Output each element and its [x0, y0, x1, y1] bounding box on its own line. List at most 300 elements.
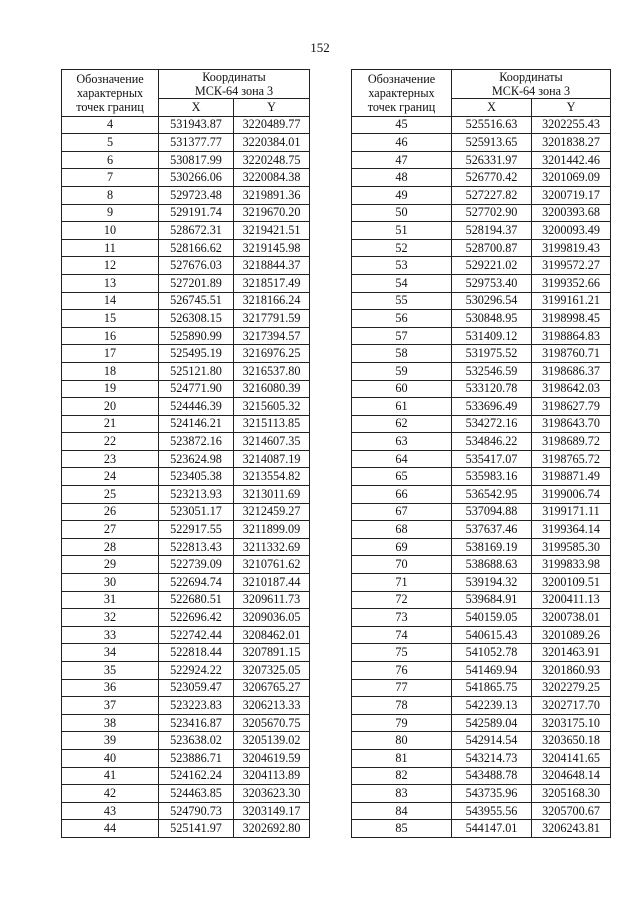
point-number-cell: 75 [352, 644, 452, 662]
y-coordinate-cell: 3206243.81 [532, 820, 611, 838]
table-row [352, 186, 611, 204]
y-coordinate-cell: 3202692.80 [234, 820, 310, 838]
x-coordinate-cell: 522680.51 [159, 591, 234, 609]
y-coordinate-cell: 3207891.15 [234, 644, 310, 662]
x-coordinate-cell: 527676.03 [159, 257, 234, 275]
x-coordinate-cell: 542914.54 [452, 732, 532, 750]
y-coordinate-cell: 3206765.27 [234, 679, 310, 697]
point-number-cell: 8 [62, 186, 159, 204]
table-row [62, 521, 310, 539]
x-coordinate-cell: 538169.19 [452, 538, 532, 556]
y-coordinate-cell: 3212459.27 [234, 503, 310, 521]
table-row [62, 415, 310, 433]
y-coordinate-cell: 3218166.24 [234, 292, 310, 310]
point-number-cell: 36 [62, 679, 159, 697]
right-table-body [352, 116, 611, 837]
table-row [352, 644, 611, 662]
x-header: X [452, 99, 532, 117]
x-coordinate-cell: 523416.87 [159, 714, 234, 732]
point-number-cell: 51 [352, 222, 452, 240]
point-number-cell: 48 [352, 169, 452, 187]
point-number-cell: 55 [352, 292, 452, 310]
x-coordinate-cell: 525516.63 [452, 116, 532, 134]
point-number-cell: 50 [352, 204, 452, 222]
table-row [62, 450, 310, 468]
y-coordinate-cell: 3205168.30 [532, 785, 611, 803]
point-number-cell: 14 [62, 292, 159, 310]
y-coordinate-cell: 3203175.10 [532, 714, 611, 732]
x-coordinate-cell: 537637.46 [452, 521, 532, 539]
point-number-cell: 7 [62, 169, 159, 187]
page-number: 152 [310, 40, 330, 55]
point-number-cell: 84 [352, 802, 452, 820]
table-row [352, 327, 611, 345]
table-row [62, 486, 310, 504]
y-coordinate-cell: 3208462.01 [234, 626, 310, 644]
coords-header-line2: МСК-64 зона 3 [194, 84, 274, 98]
point-number-cell: 72 [352, 591, 452, 609]
table-row [62, 222, 310, 240]
point-label-header [62, 70, 159, 117]
table-row [352, 626, 611, 644]
coords-header-line2: МСК-64 зона 3 [491, 84, 571, 98]
table-row [352, 310, 611, 328]
table-row [352, 468, 611, 486]
point-number-cell: 54 [352, 274, 452, 292]
point-number-cell: 10 [62, 222, 159, 240]
point-number-cell: 74 [352, 626, 452, 644]
x-coordinate-cell: 523624.98 [159, 450, 234, 468]
point-number-cell: 13 [62, 274, 159, 292]
table-row [352, 574, 611, 592]
x-coordinate-cell: 525141.97 [159, 820, 234, 838]
y-coordinate-cell: 3200719.17 [532, 186, 611, 204]
header-label-line1: Обозначение [76, 71, 144, 86]
y-coordinate-cell: 3215605.32 [234, 398, 310, 416]
point-number-cell: 73 [352, 609, 452, 627]
x-coordinate-cell: 522924.22 [159, 662, 234, 680]
point-number-cell: 16 [62, 327, 159, 345]
table-row [352, 415, 611, 433]
point-number-cell: 34 [62, 644, 159, 662]
y-coordinate-cell: 3204648.14 [532, 767, 611, 785]
y-coordinate-cell: 3204113.89 [234, 767, 310, 785]
y-coordinate-cell: 3202717.70 [532, 697, 611, 715]
x-coordinate-cell: 524790.73 [159, 802, 234, 820]
y-coordinate-cell: 3214607.35 [234, 433, 310, 451]
x-coordinate-cell: 539194.32 [452, 574, 532, 592]
x-coordinate-cell: 527201.89 [159, 274, 234, 292]
table-row [352, 732, 611, 750]
coordinates-table-left [61, 69, 310, 838]
y-coordinate-cell: 3203623.30 [234, 785, 310, 803]
x-coordinate-cell: 544147.01 [452, 820, 532, 838]
x-coordinate-cell: 525495.19 [159, 345, 234, 363]
y-coordinate-cell: 3211899.09 [234, 521, 310, 539]
y-coordinate-cell: 3213554.82 [234, 468, 310, 486]
x-coordinate-cell: 522813.43 [159, 538, 234, 556]
point-number-cell: 5 [62, 134, 159, 152]
x-coordinate-cell: 523638.02 [159, 732, 234, 750]
point-number-cell: 56 [352, 310, 452, 328]
table-row [352, 362, 611, 380]
y-coordinate-cell: 3220248.75 [234, 151, 310, 169]
table-row [352, 767, 611, 785]
point-number-cell: 77 [352, 679, 452, 697]
point-number-cell: 52 [352, 239, 452, 257]
point-number-cell: 65 [352, 468, 452, 486]
table-row [352, 257, 611, 275]
x-coordinate-cell: 522742.44 [159, 626, 234, 644]
table-row [352, 239, 611, 257]
y-coordinate-cell: 3206213.33 [234, 697, 310, 715]
x-coordinate-cell: 522917.55 [159, 521, 234, 539]
y-coordinate-cell: 3198998.45 [532, 310, 611, 328]
x-coordinate-cell: 528672.31 [159, 222, 234, 240]
table-row [352, 380, 611, 398]
y-coordinate-cell: 3200093.49 [532, 222, 611, 240]
x-coordinate-cell: 537094.88 [452, 503, 532, 521]
x-coordinate-cell: 542589.04 [452, 714, 532, 732]
y-coordinate-cell: 3220084.38 [234, 169, 310, 187]
table-row [62, 591, 310, 609]
point-number-cell: 44 [62, 820, 159, 838]
point-number-cell: 64 [352, 450, 452, 468]
y-coordinate-cell: 3219670.20 [234, 204, 310, 222]
x-coordinate-cell: 535417.07 [452, 450, 532, 468]
y-coordinate-cell: 3203149.17 [234, 802, 310, 820]
y-coordinate-cell: 3219891.36 [234, 186, 310, 204]
point-number-cell: 71 [352, 574, 452, 592]
y-coordinate-cell: 3198642.03 [532, 380, 611, 398]
point-number-cell: 70 [352, 556, 452, 574]
x-coordinate-cell: 526745.51 [159, 292, 234, 310]
y-coordinate-cell: 3199585.30 [532, 538, 611, 556]
x-coordinate-cell: 530817.99 [159, 151, 234, 169]
x-coordinate-cell: 529723.48 [159, 186, 234, 204]
y-coordinate-cell: 3219421.51 [234, 222, 310, 240]
x-coordinate-cell: 531975.52 [452, 345, 532, 363]
y-coordinate-cell: 3199171.11 [532, 503, 611, 521]
y-coordinate-cell: 3205139.02 [234, 732, 310, 750]
y-coordinate-cell: 3198643.70 [532, 415, 611, 433]
x-coordinate-cell: 533120.78 [452, 380, 532, 398]
table-row [352, 802, 611, 820]
y-coordinate-cell: 3198871.49 [532, 468, 611, 486]
y-coordinate-cell: 3216976.25 [234, 345, 310, 363]
x-coordinate-cell: 531409.12 [452, 327, 532, 345]
y-coordinate-cell: 3200109.51 [532, 574, 611, 592]
point-number-cell: 40 [62, 749, 159, 767]
table-row [352, 292, 611, 310]
table-row [62, 292, 310, 310]
table-row [62, 151, 310, 169]
y-coordinate-cell: 3219145.98 [234, 239, 310, 257]
point-number-cell: 30 [62, 574, 159, 592]
y-coordinate-cell: 3199819.43 [532, 239, 611, 257]
y-coordinate-cell: 3201838.27 [532, 134, 611, 152]
y-coordinate-cell: 3211332.69 [234, 538, 310, 556]
y-coordinate-cell: 3205670.75 [234, 714, 310, 732]
x-coordinate-cell: 523051.17 [159, 503, 234, 521]
point-number-cell: 81 [352, 749, 452, 767]
y-coordinate-cell: 3199364.14 [532, 521, 611, 539]
x-coordinate-cell: 532546.59 [452, 362, 532, 380]
table-row [62, 767, 310, 785]
x-coordinate-cell: 535983.16 [452, 468, 532, 486]
x-coordinate-cell: 525890.99 [159, 327, 234, 345]
point-number-cell: 63 [352, 433, 452, 451]
table-row [352, 714, 611, 732]
y-coordinate-cell: 3201069.09 [532, 169, 611, 187]
point-number-cell: 9 [62, 204, 159, 222]
table-row [62, 732, 310, 750]
x-coordinate-cell: 527702.90 [452, 204, 532, 222]
x-coordinate-cell: 529191.74 [159, 204, 234, 222]
y-coordinate-cell: 3214087.19 [234, 450, 310, 468]
y-header: Y [532, 99, 611, 117]
table-row [352, 697, 611, 715]
x-coordinate-cell: 531377.77 [159, 134, 234, 152]
y-coordinate-cell: 3198765.72 [532, 450, 611, 468]
point-number-cell: 37 [62, 697, 159, 715]
y-coordinate-cell: 3201089.26 [532, 626, 611, 644]
point-number-cell: 26 [62, 503, 159, 521]
y-coordinate-cell: 3217791.59 [234, 310, 310, 328]
point-number-cell: 46 [352, 134, 452, 152]
y-coordinate-cell: 3198689.72 [532, 433, 611, 451]
point-number-cell: 67 [352, 503, 452, 521]
table-row [62, 257, 310, 275]
point-number-cell: 80 [352, 732, 452, 750]
y-coordinate-cell: 3220384.01 [234, 134, 310, 152]
y-coordinate-cell: 3199833.98 [532, 556, 611, 574]
x-coordinate-cell: 527227.82 [452, 186, 532, 204]
table-row [352, 785, 611, 803]
table-row [352, 591, 611, 609]
table-row [62, 186, 310, 204]
table-row [62, 239, 310, 257]
x-coordinate-cell: 538688.63 [452, 556, 532, 574]
y-coordinate-cell: 3198686.37 [532, 362, 611, 380]
point-number-cell: 25 [62, 486, 159, 504]
y-coordinate-cell: 3216080.39 [234, 380, 310, 398]
point-number-cell: 35 [62, 662, 159, 680]
point-number-cell: 21 [62, 415, 159, 433]
x-coordinate-cell: 525913.65 [452, 134, 532, 152]
x-coordinate-cell: 523223.83 [159, 697, 234, 715]
table-row [352, 433, 611, 451]
x-coordinate-cell: 526331.97 [452, 151, 532, 169]
header-label-line3: точек границ [76, 99, 144, 114]
point-number-cell: 85 [352, 820, 452, 838]
x-coordinate-cell: 526308.15 [159, 310, 234, 328]
x-coordinate-cell: 523059.47 [159, 679, 234, 697]
y-coordinate-cell: 3199352.66 [532, 274, 611, 292]
point-number-cell: 47 [352, 151, 452, 169]
x-coordinate-cell: 524771.90 [159, 380, 234, 398]
table-row [352, 503, 611, 521]
coords-header-line1: Координаты [202, 70, 266, 84]
x-coordinate-cell: 523405.38 [159, 468, 234, 486]
table-row [352, 538, 611, 556]
x-header: X [159, 99, 234, 117]
coords-header-line1: Координаты [499, 70, 563, 84]
table-row [352, 345, 611, 363]
x-coordinate-cell: 528700.87 [452, 239, 532, 257]
point-number-cell: 43 [62, 802, 159, 820]
table-row [62, 310, 310, 328]
table-row [62, 433, 310, 451]
x-coordinate-cell: 541469.94 [452, 662, 532, 680]
y-coordinate-cell: 3198627.79 [532, 398, 611, 416]
point-number-cell: 83 [352, 785, 452, 803]
point-number-cell: 39 [62, 732, 159, 750]
table-row [62, 503, 310, 521]
point-number-cell: 15 [62, 310, 159, 328]
x-coordinate-cell: 530848.95 [452, 310, 532, 328]
y-coordinate-cell: 3218844.37 [234, 257, 310, 275]
y-coordinate-cell: 3210761.62 [234, 556, 310, 574]
y-coordinate-cell: 3200738.01 [532, 609, 611, 627]
table-row [62, 574, 310, 592]
y-coordinate-cell: 3202255.43 [532, 116, 611, 134]
x-coordinate-cell: 543735.96 [452, 785, 532, 803]
x-coordinate-cell: 536542.95 [452, 486, 532, 504]
x-coordinate-cell: 524162.24 [159, 767, 234, 785]
x-coordinate-cell: 543488.78 [452, 767, 532, 785]
point-number-cell: 79 [352, 714, 452, 732]
coordinates-header [452, 70, 611, 99]
table-row [352, 274, 611, 292]
y-coordinate-cell: 3209036.05 [234, 609, 310, 627]
table-row [352, 820, 611, 838]
point-number-cell: 62 [352, 415, 452, 433]
table-row [352, 749, 611, 767]
table-row [62, 538, 310, 556]
point-number-cell: 12 [62, 257, 159, 275]
y-coordinate-cell: 3198864.83 [532, 327, 611, 345]
table-row [62, 134, 310, 152]
x-coordinate-cell: 523872.16 [159, 433, 234, 451]
y-coordinate-cell: 3201463.91 [532, 644, 611, 662]
x-coordinate-cell: 533696.49 [452, 398, 532, 416]
table-row [62, 380, 310, 398]
point-number-cell: 82 [352, 767, 452, 785]
x-coordinate-cell: 539684.91 [452, 591, 532, 609]
y-coordinate-cell: 3201860.93 [532, 662, 611, 680]
y-coordinate-cell: 3200411.13 [532, 591, 611, 609]
point-number-cell: 23 [62, 450, 159, 468]
x-coordinate-cell: 522694.74 [159, 574, 234, 592]
x-coordinate-cell: 541865.75 [452, 679, 532, 697]
x-coordinate-cell: 524446.39 [159, 398, 234, 416]
table-row [62, 785, 310, 803]
y-coordinate-cell: 3220489.77 [234, 116, 310, 134]
point-number-cell: 6 [62, 151, 159, 169]
point-number-cell: 49 [352, 186, 452, 204]
x-coordinate-cell: 542239.13 [452, 697, 532, 715]
table-row [62, 345, 310, 363]
table-row [62, 662, 310, 680]
x-coordinate-cell: 528194.37 [452, 222, 532, 240]
y-coordinate-cell: 3215113.85 [234, 415, 310, 433]
table-row [62, 644, 310, 662]
y-coordinate-cell: 3216537.80 [234, 362, 310, 380]
point-number-cell: 61 [352, 398, 452, 416]
table-row [62, 556, 310, 574]
point-number-cell: 33 [62, 626, 159, 644]
point-number-cell: 28 [62, 538, 159, 556]
point-number-cell: 68 [352, 521, 452, 539]
x-coordinate-cell: 530296.54 [452, 292, 532, 310]
x-coordinate-cell: 526770.42 [452, 169, 532, 187]
x-coordinate-cell: 522696.42 [159, 609, 234, 627]
point-number-cell: 17 [62, 345, 159, 363]
point-number-cell: 57 [352, 327, 452, 345]
x-coordinate-cell: 522739.09 [159, 556, 234, 574]
y-coordinate-cell: 3201442.46 [532, 151, 611, 169]
point-number-cell: 38 [62, 714, 159, 732]
table-row [352, 486, 611, 504]
x-coordinate-cell: 529221.02 [452, 257, 532, 275]
point-label-header [352, 70, 452, 117]
y-coordinate-cell: 3199572.27 [532, 257, 611, 275]
point-number-cell: 42 [62, 785, 159, 803]
coordinates-table-right [351, 69, 611, 838]
point-number-cell: 29 [62, 556, 159, 574]
table-row [62, 626, 310, 644]
x-coordinate-cell: 540159.05 [452, 609, 532, 627]
y-coordinate-cell: 3217394.57 [234, 327, 310, 345]
left-table-body [62, 116, 310, 837]
point-number-cell: 24 [62, 468, 159, 486]
table-row [352, 450, 611, 468]
x-coordinate-cell: 525121.80 [159, 362, 234, 380]
table-row [352, 556, 611, 574]
table-row [352, 134, 611, 152]
x-coordinate-cell: 530266.06 [159, 169, 234, 187]
table-row [62, 714, 310, 732]
point-number-cell: 45 [352, 116, 452, 134]
point-number-cell: 66 [352, 486, 452, 504]
table-row [62, 327, 310, 345]
table-row [62, 697, 310, 715]
y-coordinate-cell: 3199161.21 [532, 292, 611, 310]
x-coordinate-cell: 522818.44 [159, 644, 234, 662]
y-coordinate-cell: 3213011.69 [234, 486, 310, 504]
header-label-line3: точек границ [367, 99, 436, 114]
point-number-cell: 19 [62, 380, 159, 398]
point-number-cell: 41 [62, 767, 159, 785]
point-number-cell: 69 [352, 538, 452, 556]
y-coordinate-cell: 3218517.49 [234, 274, 310, 292]
point-number-cell: 78 [352, 697, 452, 715]
y-coordinate-cell: 3203650.18 [532, 732, 611, 750]
y-header: Y [234, 99, 310, 117]
table-row [62, 169, 310, 187]
point-number-cell: 58 [352, 345, 452, 363]
point-number-cell: 59 [352, 362, 452, 380]
table-row [62, 398, 310, 416]
table-row [352, 521, 611, 539]
table-row [62, 116, 310, 134]
point-number-cell: 20 [62, 398, 159, 416]
table-row [62, 362, 310, 380]
point-number-cell: 22 [62, 433, 159, 451]
x-coordinate-cell: 531943.87 [159, 116, 234, 134]
x-coordinate-cell: 529753.40 [452, 274, 532, 292]
